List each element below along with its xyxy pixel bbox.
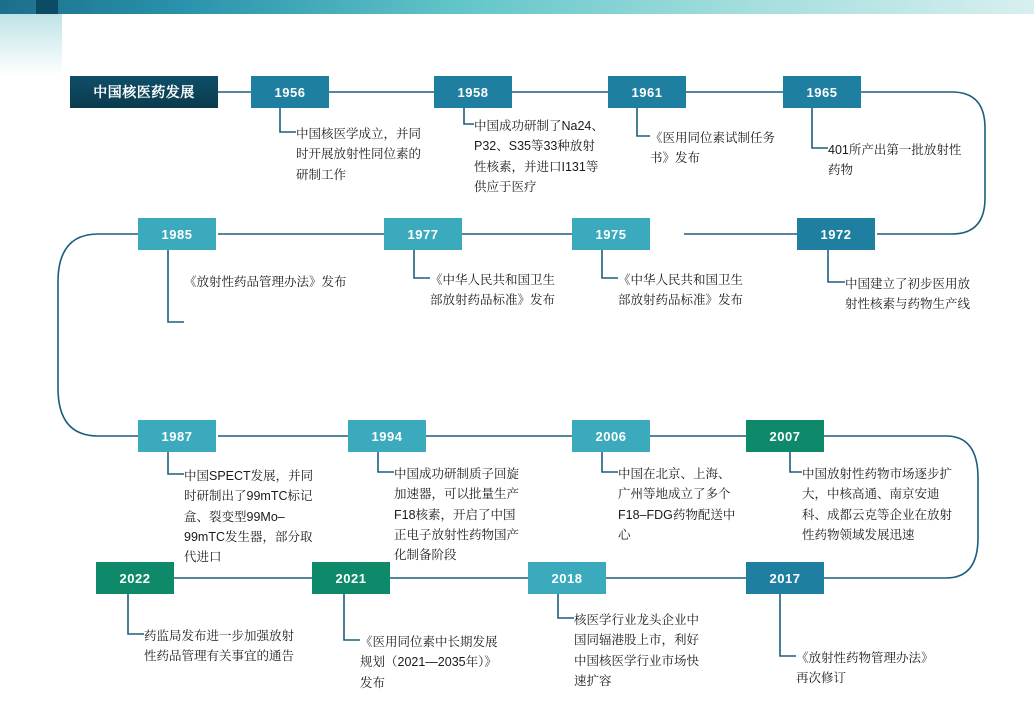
desc-1994: 中国成功研制质子回旋加速器，可以批量生产F18核素，开启了中国正电子放射性药物国产化制备阶段 (394, 467, 520, 562)
node-year-label: 2007 (769, 428, 801, 444)
node-year-label: 1961 (631, 84, 663, 100)
node-year-1958[interactable] (434, 76, 512, 108)
node-year-1965[interactable] (783, 76, 861, 108)
node-year-2006[interactable] (572, 420, 650, 452)
diagram-title-label: 中国核医药发展 (93, 84, 195, 100)
node-year-label: 1994 (371, 428, 403, 444)
node-year-2017[interactable] (746, 562, 824, 594)
desc-1958: 中国成功研制了Na24、P32、S35等33种放射性核素，并进口I131等供应于医疗 (474, 119, 604, 194)
node-year-label: 2021 (335, 570, 367, 586)
desc-2007: 中国放射性药物市场逐步扩大，中核高通、南京安迪科、成都云克等企业在放射性药物领域发展迅速 (802, 467, 953, 542)
desc-2022: 药监局发布进一步加强放射性药品管理有关事宜的通告 (144, 629, 295, 664)
desc-1972: 中国建立了初步医用放射性核素与药物生产线 (845, 277, 971, 312)
node-year-1975[interactable] (572, 218, 650, 250)
node-year-2018[interactable] (528, 562, 606, 594)
desc-1977: 《中华人民共和国卫生部放射药品标准》发布 (430, 273, 556, 308)
desc-1961: 《医用同位素试制任务书》发布 (650, 131, 776, 166)
diagram-title-box (70, 76, 218, 108)
node-year-1985[interactable] (138, 218, 216, 250)
node-year-label: 2018 (551, 570, 583, 586)
node-year-2007[interactable] (746, 420, 824, 452)
desc-1965: 401所产出第一批放射性药物 (828, 143, 962, 178)
node-year-label: 1958 (457, 84, 489, 100)
node-year-label: 2006 (595, 428, 627, 444)
top-decor-accent (36, 0, 58, 14)
node-year-label: 2022 (119, 570, 151, 586)
desc-2021: 《医用同位素中长期发展规划（2021—2035年）》发布 (360, 635, 498, 690)
desc-1956: 中国核医学成立，并同时开展放射性同位素的研制工作 (296, 127, 422, 182)
node-year-1956[interactable] (251, 76, 329, 108)
corner-gradient-decor (0, 14, 62, 76)
node-year-label: 1987 (161, 428, 193, 444)
desc-2018: 核医学行业龙头企业中国同辐港股上市，利好中国核医学行业市场快速扩容 (574, 613, 700, 688)
top-decor-bar (0, 0, 1034, 14)
desc-1987: 中国SPECT发展，并同时研制出了99mTC标记盒、裂变型99Mo–99mTC发生器，部分取代进口 (184, 469, 314, 564)
node-year-1961[interactable] (608, 76, 686, 108)
desc-1975: 《中华人民共和国卫生部放射药品标准》发布 (618, 273, 744, 308)
node-year-label: 1977 (407, 226, 439, 242)
node-year-1987[interactable] (138, 420, 216, 452)
node-year-2022[interactable] (96, 562, 174, 594)
desc-2017: 《放射性药物管理办法》再次修订 (796, 651, 934, 686)
desc-1985: 《放射性药品管理办法》发布 (184, 275, 347, 289)
node-year-label: 1985 (161, 226, 193, 242)
node-year-label: 1956 (274, 84, 306, 100)
node-year-label: 1975 (595, 226, 627, 242)
node-year-label: 2017 (769, 570, 801, 586)
node-year-1972[interactable] (797, 218, 875, 250)
node-year-label: 1972 (820, 226, 852, 242)
node-year-label: 1965 (806, 84, 838, 100)
desc-2006: 中国在北京、上海、广州等地成立了多个F18–FDG药物配送中心 (618, 467, 736, 542)
node-year-1977[interactable] (384, 218, 462, 250)
node-year-1994[interactable] (348, 420, 426, 452)
